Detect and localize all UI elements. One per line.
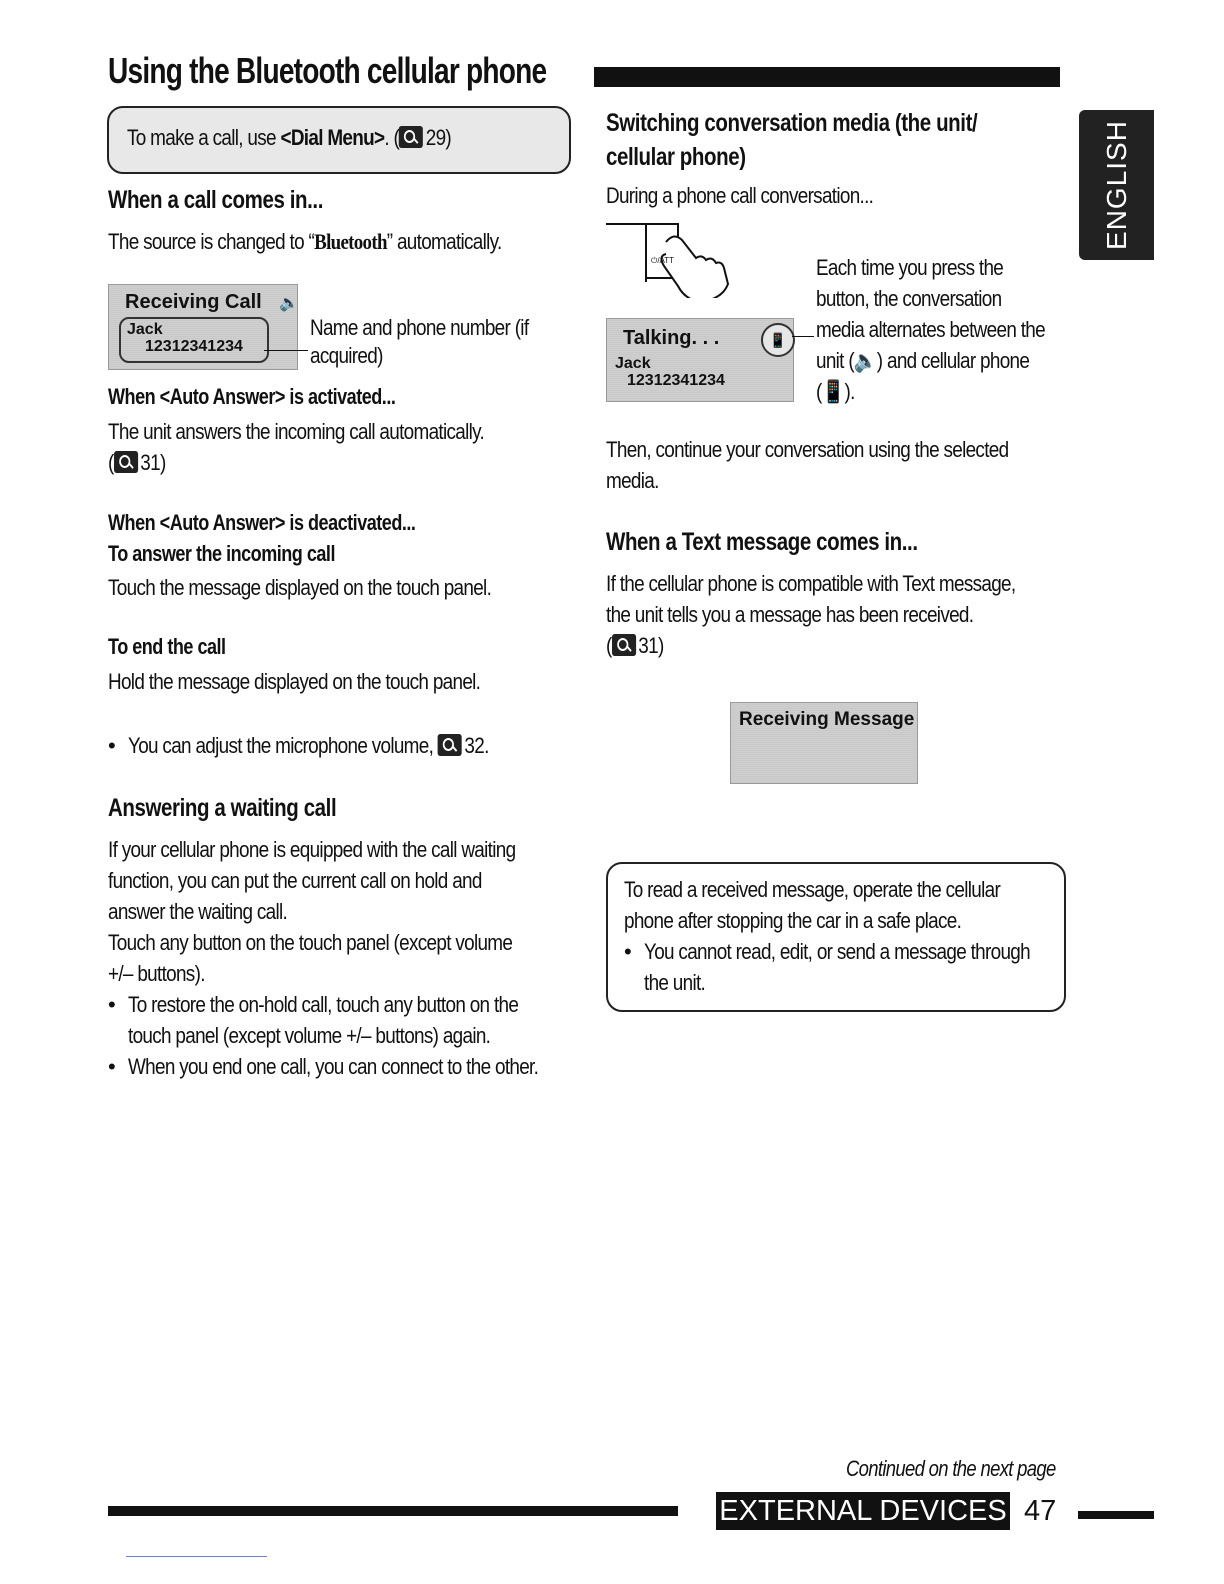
- media-desc-line: unit (🔈) and cellular phone: [816, 348, 1030, 373]
- switching-intro: During a phone call conversation...: [606, 183, 874, 208]
- heading-answer-call: To answer the incoming call: [108, 541, 335, 566]
- bullet-line: To restore the on-hold call, touch any button on the: [128, 992, 519, 1017]
- footer-right-rule: [1078, 1511, 1154, 1519]
- page-number: 47: [1024, 1495, 1057, 1527]
- text-message-line: the unit tells you a message has been received.: [606, 602, 974, 627]
- text-message-ref: 31): [638, 633, 664, 658]
- heading-call-comes-in: When a call comes in...: [108, 186, 324, 214]
- talking-caller-number: 12312341234: [627, 372, 725, 389]
- waiting-call-text: [108, 834, 605, 1082]
- receiving-message-screen: [730, 702, 918, 784]
- hand-press-icon: [606, 222, 766, 298]
- source-text-post: ” automatically.: [386, 229, 502, 254]
- media-desc-line: button, the conversation: [816, 286, 1002, 311]
- read-message-note: [606, 862, 1066, 1012]
- source-text-pre: The source is changed to “: [108, 229, 315, 254]
- end-call-text: Hold the message displayed on the touch panel.: [108, 669, 481, 694]
- title-rule: [594, 67, 1060, 87]
- language-tab-label: ENGLISH: [1100, 120, 1132, 250]
- tip-menu-name: <Dial Menu>: [280, 125, 385, 150]
- media-desc-line: (📱).: [816, 379, 855, 404]
- auto-answer-ref: 31): [140, 450, 166, 475]
- switching-heading-line: Switching conversation media (the unit/: [606, 109, 978, 137]
- media-callout-leader: [792, 336, 814, 337]
- footer-rule: [108, 1506, 678, 1516]
- note-bullet-line: the unit.: [644, 970, 706, 995]
- call-source-text: [108, 226, 566, 257]
- speaker-icon: 🔈: [279, 295, 299, 312]
- name-number-callout: [310, 312, 564, 371]
- waiting-line: If your cellular phone is equipped with the call waiting: [108, 837, 516, 862]
- waiting-line: +/– buttons).: [108, 961, 205, 986]
- reference-icon: [114, 451, 138, 473]
- att-button-label: ⏻/ATT: [651, 256, 675, 265]
- heading-auto-answer-off: When <Auto Answer> is deactivated...: [108, 510, 416, 535]
- dial-menu-tip: [107, 106, 571, 174]
- callout-leader: [264, 350, 308, 351]
- receiving-message-title: Receiving Message: [739, 709, 915, 730]
- bullet-line: When you end one call, you can connect to the other.: [128, 1054, 539, 1079]
- language-tab: [1079, 110, 1154, 260]
- continue-conversation-text: [606, 434, 1074, 496]
- heading-auto-answer-on: When <Auto Answer> is activated...: [108, 384, 396, 409]
- waiting-line: function, you can put the current call on hold and: [108, 868, 482, 893]
- auto-answer-on-line: The unit answers the incoming call automatically.: [108, 419, 485, 444]
- note-line: To read a received message, operate the cellular: [624, 877, 1001, 902]
- continue-line: media.: [606, 468, 659, 493]
- talking-screen: [606, 318, 794, 402]
- continued-notice: Continued on the next page: [846, 1456, 1056, 1481]
- source-bluetooth: Bluetooth: [314, 229, 387, 254]
- heading-text-message: When a Text message comes in...: [606, 528, 918, 556]
- heading-waiting-call: Answering a waiting call: [108, 794, 337, 822]
- talking-title: Talking. . .: [623, 327, 720, 349]
- text-message-line: If the cellular phone is compatible with Text message,: [606, 571, 1016, 596]
- footer-section-label: EXTERNAL DEVICES: [716, 1492, 1010, 1530]
- talking-caller-name: Jack: [615, 355, 651, 372]
- tip-text-suffix: . (: [384, 125, 400, 150]
- caller-name: Jack: [127, 321, 163, 338]
- callout-line-1: Name and phone number (if: [310, 315, 529, 340]
- bullet-line: touch panel (except volume +/– buttons) again.: [128, 1023, 491, 1048]
- reference-icon: [612, 634, 636, 656]
- receiving-call-screen: [108, 284, 298, 370]
- heading-switching-media: [606, 106, 1059, 174]
- text-message-body: If the cellular phone is compatible with Text message, the unit tells you a message has been received. ( 31): [606, 568, 1082, 661]
- bottom-link-line: [126, 1556, 267, 1557]
- receiving-call-title: Receiving Call: [125, 291, 262, 313]
- mic-note-text: You can adjust the microphone volume,: [128, 733, 434, 758]
- reference-icon: [399, 126, 423, 148]
- waiting-line: answer the waiting call.: [108, 899, 288, 924]
- waiting-bullet-restore: [108, 989, 605, 1051]
- heading-end-call: To end the call: [108, 634, 226, 659]
- continue-line: Then, continue your conversation using the selected: [606, 437, 1009, 462]
- waiting-line: Touch any button on the touch panel (except volume: [108, 930, 513, 955]
- media-toggle-icon: 📱: [761, 323, 795, 357]
- tip-page-ref: 29): [425, 125, 452, 150]
- media-desc-line: Each time you press the: [816, 255, 1004, 280]
- note-line: phone after stopping the car in a safe place.: [624, 908, 962, 933]
- note-bullet-line: You cannot read, edit, or send a message through: [644, 939, 1030, 964]
- page-title: Using the Bluetooth cellular phone: [108, 50, 547, 91]
- mic-page-ref: 32.: [464, 733, 489, 758]
- auto-answer-on-text: The unit answers the incoming call automatically. ( 31): [108, 416, 545, 478]
- waiting-bullet-end: [108, 1051, 605, 1082]
- note-bullet: [624, 936, 1093, 998]
- callout-line-2: acquired): [310, 343, 383, 368]
- caller-number: 12312341234: [145, 338, 243, 355]
- media-desc-line: media alternates between the: [816, 317, 1045, 342]
- att-button-illustration: [606, 222, 766, 298]
- tip-text: To make a call, use: [127, 125, 281, 150]
- mic-volume-note: [108, 730, 1224, 761]
- switching-heading-line: cellular phone): [606, 143, 746, 171]
- answer-call-text: Touch the message displayed on the touch panel.: [108, 575, 492, 600]
- reference-icon: [438, 734, 462, 756]
- media-description: [816, 252, 1082, 407]
